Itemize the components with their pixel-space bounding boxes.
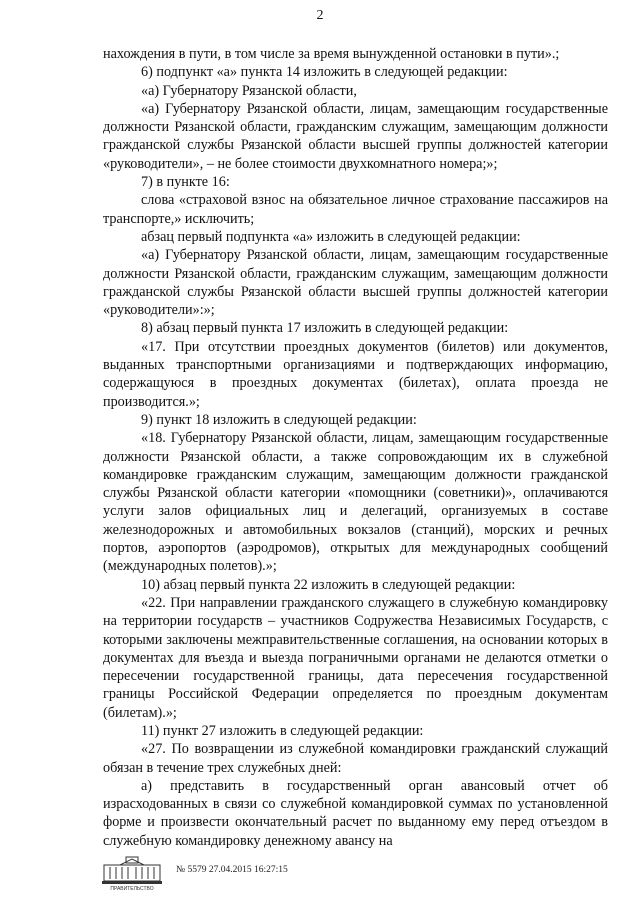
logo-text: ПРАВИТЕЛЬСТВО: [110, 886, 154, 891]
paragraph: «27. По возвращении из служебной командировки гражданский служащий обязан в течение трех служебных дней:: [103, 741, 608, 776]
paragraph: «а) Губернатору Рязанской области,: [141, 82, 357, 99]
paragraph: «а) Губернатору Рязанской области, лицам, замещающим государственные должности Рязанской области, гражданским служащим, замещающим должности гражданской службы Рязанской области высшей группы должностей категории «руководители», – не более стоимости двухкомнатного номера;»;: [103, 100, 608, 172]
paragraph: а) представить в государственный орган авансовый отчет об израсходованных в связи со служебной командировкой суммах по установленной форме и произвести окончательный расчет по выданному ему перед отъездом в служебную командировку денежному авансу на: [103, 777, 608, 849]
paragraph: 9) пункт 18 изложить в следующей редакции:: [141, 411, 417, 428]
paragraph: «17. При отсутствии проездных документов (билетов) или документов, выданных транспортными организациями и подтверждающих информацию, содержащуюся в проездных документах (билетах), оплата проезда не производится.»;: [103, 338, 608, 410]
document-id: № 5579 27.04.2015 16:27:15: [176, 865, 288, 875]
paragraph: 10) абзац первый пункта 22 изложить в следующей редакции:: [141, 576, 516, 593]
paragraph: абзац первый подпункта «а» изложить в следующей редакции:: [141, 228, 521, 245]
paragraph: «22. При направлении гражданского служащего в служебную командировку на территории государств – участников Содружества Независимых Государств, с которыми заключены межправительственные соглашения, на основании которых в документах для въезда и выезда пограничными органами не делаются отметки о пересечении государственной границы, дата пересечения государственной границы Российской Федерации определяется по проездным документам (билетам).»;: [103, 594, 608, 721]
paragraph: 11) пункт 27 изложить в следующей редакции:: [141, 722, 424, 739]
paragraph: 8) абзац первый пункта 17 изложить в следующей редакции:: [141, 320, 509, 337]
paragraph: нахождения в пути, в том числе за время вынужденной остановки в пути».;: [103, 46, 560, 62]
paragraph: 7) в пункте 16:: [141, 174, 230, 191]
footer: [100, 855, 560, 895]
paragraph: слова «страховой взнос на обязательное личное страхование пассажиров на транспорте,» исключить;: [103, 192, 608, 227]
paragraph: «18. Губернатору Рязанской области, лицам, замещающим государственные должности Рязанской области, а также сопровождающим их в служебной командировке гражданским служащим, замещающим должности гражданской службы Рязанской области категории «помощники (советники)», оплачиваются услуги залов официальных лиц и делегаций, организуемых в составе железнодорожных и автомобильных вокзалов (станций), морских и речных портов, аэропортов (аэродромов), открытых для международных сообщений (международных полетов).»;: [103, 430, 608, 575]
paragraph: 6) подпункт «а» пункта 14 изложить в следующей редакции:: [141, 64, 508, 81]
page-number: 2: [316, 8, 324, 23]
government-building-logo: [100, 855, 164, 891]
document-body: [103, 45, 608, 850]
paragraph: «а) Губернатору Рязанской области, лицам, замещающим государственные должности Рязанской области, гражданским служащим, замещающим должности гражданской службы Рязанской области высшей группы должностей категории «руководители»:»;: [103, 247, 608, 319]
